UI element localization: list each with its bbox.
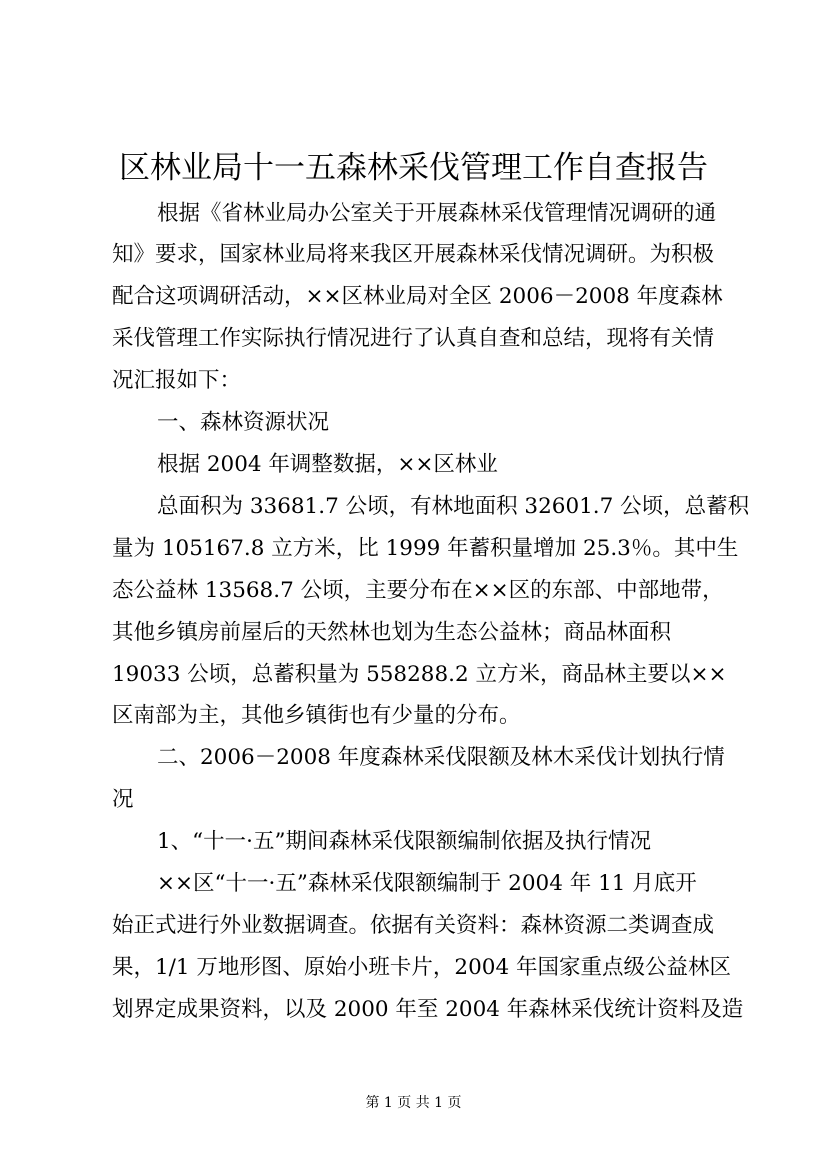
body-line: 19033 公顷，总蓄积量为 558288.2 立方米，商品林主要以×× xyxy=(112,662,727,687)
body-line: 态公益林 13568.7 公顷，主要分布在××区的东部、中部地带， xyxy=(112,578,724,603)
section-heading: 况 xyxy=(112,787,134,812)
body-line: 知》要求，国家林业局将来我区开展森林采伐情况调研。为积极 xyxy=(112,242,715,267)
section-heading: 一、森林资源状况 xyxy=(157,410,330,435)
body-line: 根据《省林业局办公室关于开展森林采伐管理情况调研的通 xyxy=(157,201,717,226)
section-heading: 二、2006－2008 年度森林采伐限额及林木采伐计划执行情 xyxy=(157,745,725,770)
body-line: 配合这项调研活动，××区林业局对全区 2006－2008 年度森林 xyxy=(112,284,723,309)
body-line: 量为 105167.8 立方米，比 1999 年蓄积量增加 25.3％。其中生 xyxy=(112,536,739,561)
body-line: 况汇报如下： xyxy=(112,368,242,393)
body-line: ××区“十一·五”森林采伐限额编制于 2004 年 11 月底开 xyxy=(157,871,697,896)
body-line: 根据 2004 年调整数据，××区林业 xyxy=(157,452,498,477)
body-line: 采伐管理工作实际执行情况进行了认真自查和总结，现将有关情 xyxy=(112,326,715,351)
body-line: 划界定成果资料，以及 2000 年至 2004 年森林采伐统计资料及造 xyxy=(112,997,744,1022)
body-line: 区南部为主，其他乡镇街也有少量的分布。 xyxy=(112,703,521,728)
document-title: 区林业局十一五森林采伐管理工作自查报告 xyxy=(119,150,708,186)
body-line: 总面积为 33681.7 公顷，有林地面积 32601.7 公顷，总蓄积 xyxy=(157,494,750,519)
subsection-heading: 1、“十一·五”期间森林采伐限额编制依据及执行情况 xyxy=(157,829,651,854)
body-line: 其他乡镇房前屋后的天然林也划为生态公益林；商品林面积 xyxy=(112,620,672,645)
body-line: 果，1/1 万地形图、原始小班卡片，2004 年国家重点级公益林区 xyxy=(112,955,731,980)
body-line: 始正式进行外业数据调查。依据有关资料：森林资源二类调查成 xyxy=(112,913,715,938)
page-footer: 第 1 页 共 1 页 xyxy=(365,1095,462,1111)
